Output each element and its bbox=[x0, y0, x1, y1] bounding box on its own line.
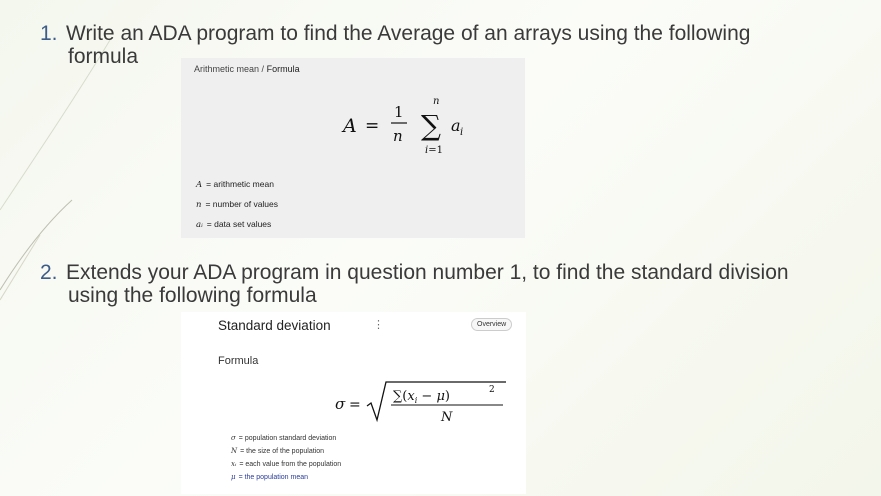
svg-text:2: 2 bbox=[489, 385, 495, 395]
legend-symbol: μ bbox=[231, 473, 236, 481]
legend-row bbox=[196, 179, 274, 190]
legend-text: = population standard deviation bbox=[238, 435, 337, 442]
question-2 bbox=[40, 261, 789, 307]
legend-symbol: N bbox=[231, 447, 238, 455]
svg-text:=: = bbox=[349, 397, 361, 413]
card-title: Standard deviation bbox=[218, 318, 331, 333]
svg-text:a: a bbox=[451, 116, 461, 135]
legend-row bbox=[231, 447, 324, 455]
legend-row bbox=[231, 473, 308, 481]
arithmetic-mean-card bbox=[181, 58, 525, 238]
svg-text:n: n bbox=[433, 96, 440, 107]
legend-text: = number of values bbox=[205, 199, 279, 209]
question-1-number: 1. bbox=[40, 22, 58, 45]
svg-text:=: = bbox=[365, 116, 380, 136]
standard-deviation-formula bbox=[331, 374, 511, 426]
breadcrumb-arithmetic-mean[interactable]: Arithmetic mean bbox=[194, 64, 260, 74]
svg-text:∑(xi − μ): $\sum(x_i - \mu)$ bbox=[393, 389, 450, 405]
legend-row bbox=[196, 199, 278, 210]
formula-label: Formula bbox=[218, 355, 259, 367]
legend-symbol: σ bbox=[231, 434, 236, 442]
svg-text:σ: σ bbox=[335, 395, 346, 413]
mean-formula bbox=[341, 90, 481, 170]
legend-row bbox=[196, 219, 271, 230]
svg-text:N: N bbox=[441, 410, 453, 425]
legend-symbol: xᵢ bbox=[231, 460, 237, 468]
svg-text:1: 1 bbox=[394, 103, 404, 121]
legend-row bbox=[231, 460, 341, 468]
overview-button[interactable]: Overview bbox=[471, 318, 512, 331]
legend-symbol: aᵢ bbox=[196, 220, 203, 230]
legend-text: = data set values bbox=[206, 219, 272, 229]
svg-text:i=1: i=1 bbox=[425, 145, 443, 156]
legend-symbol: A bbox=[196, 180, 203, 190]
breadcrumb bbox=[194, 64, 300, 74]
breadcrumb-separator: / bbox=[261, 64, 265, 74]
legend-row bbox=[231, 434, 336, 442]
legend-text: = the size of the population bbox=[240, 448, 324, 455]
svg-text:i: i bbox=[460, 127, 464, 138]
question-2-line2: using the following formula bbox=[68, 284, 317, 307]
question-1-line2: formula bbox=[68, 45, 139, 68]
svg-text:A: A bbox=[343, 115, 357, 137]
breadcrumb-formula: Formula bbox=[266, 64, 300, 74]
question-2-number: 2. bbox=[40, 261, 58, 284]
question-2-line1: Extends your ADA program in question number 1, to find the standard division bbox=[66, 261, 789, 284]
more-options-icon[interactable]: ⋮ bbox=[373, 319, 384, 331]
legend-text: = each value from the population bbox=[239, 461, 342, 468]
svg-text:∑: ∑ bbox=[421, 109, 441, 142]
svg-text:n: n bbox=[393, 127, 403, 145]
question-1-line1: Write an ADA program to find the Average of an arrays using the following bbox=[66, 22, 751, 45]
legend-symbol: n bbox=[196, 200, 202, 210]
standard-deviation-card bbox=[181, 312, 526, 494]
legend-text: = the population mean bbox=[238, 474, 309, 481]
legend-text: = arithmetic mean bbox=[206, 179, 274, 189]
